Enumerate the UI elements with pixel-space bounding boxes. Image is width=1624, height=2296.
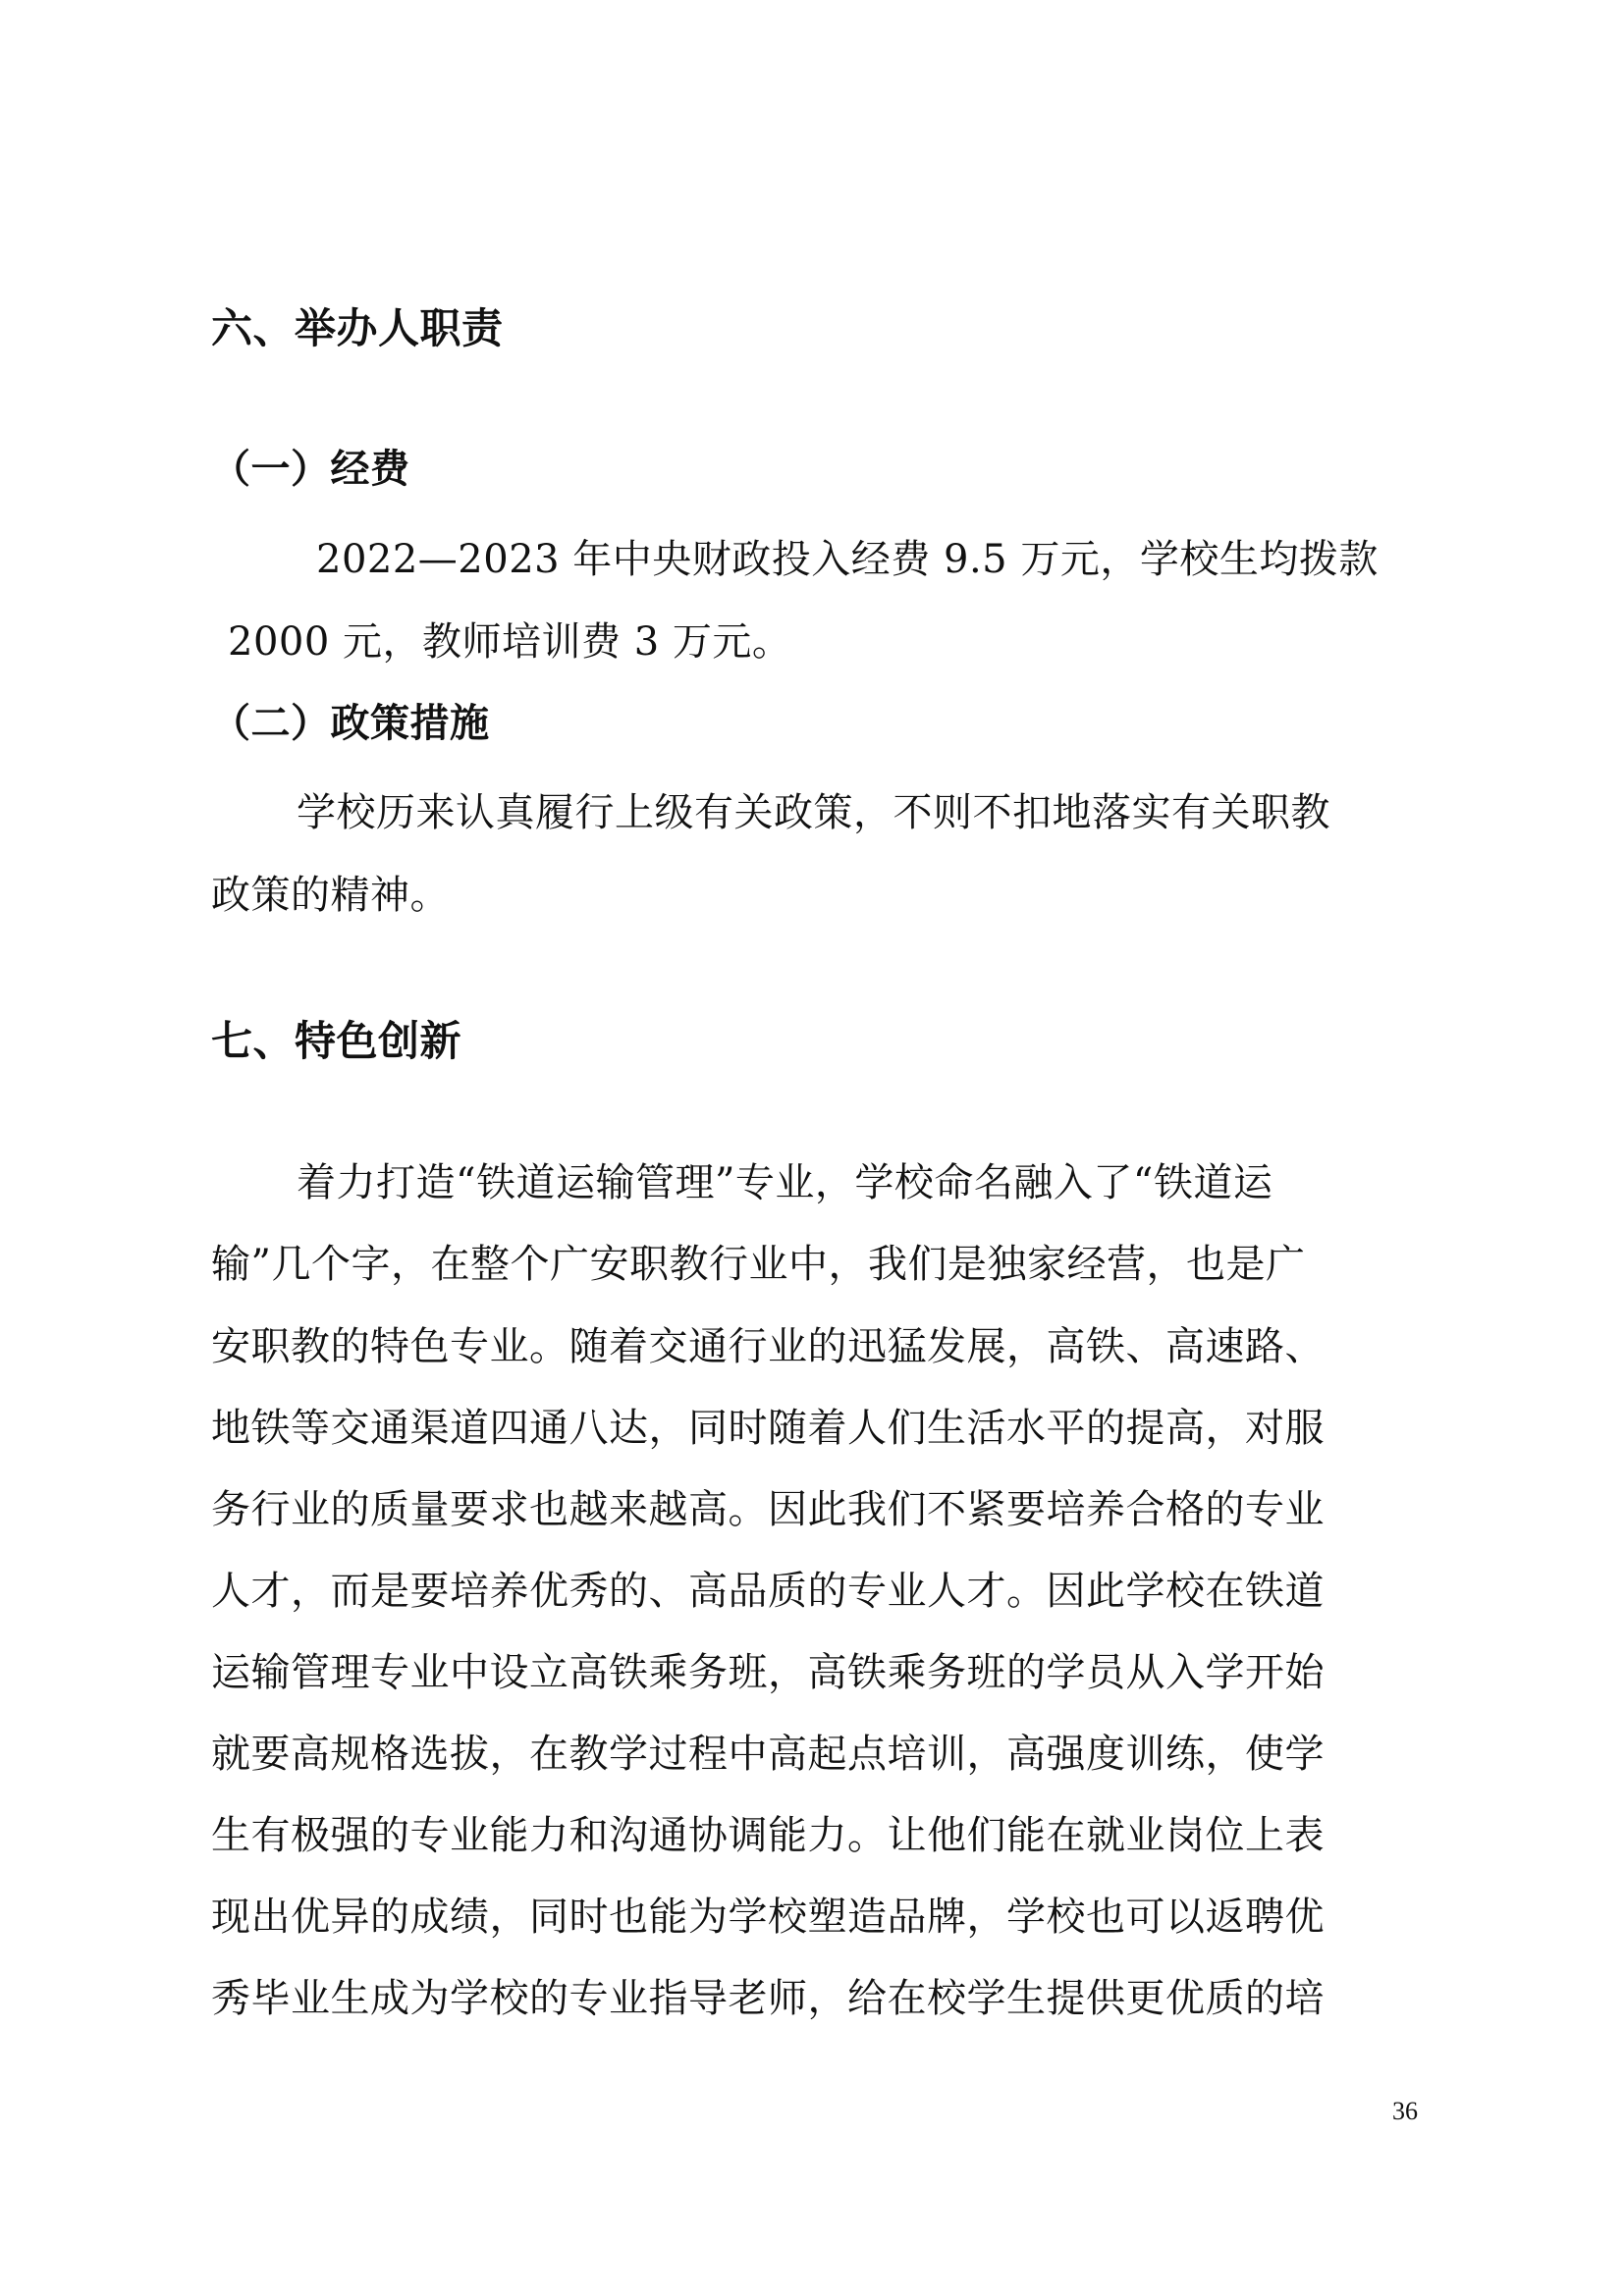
innovation-paragraph-line: 人才，而是要培养优秀的、高品质的专业人才。因此学校在铁道 [211,1569,1325,1614]
page-number: 36 [1392,2097,1418,2125]
section-6-heading: 六、举办人职责 [211,304,504,352]
innovation-paragraph-line: 着力打造“铁道运输管理”专业，学校命名融入了“铁道运 [297,1160,1273,1205]
innovation-paragraph-line: 就要高规格选拔，在教学过程中高起点培训，高强度训练，使学 [211,1732,1325,1777]
innovation-paragraph-line: 地铁等交通渠道四通八达，同时随着人们生活水平的提高，对服 [211,1406,1325,1451]
subsection-policy-heading: （二）政策措施 [211,701,490,746]
section-7-heading: 七、特色创新 [211,1017,462,1065]
innovation-paragraph-line: 现出优异的成绩，同时也能为学校塑造品牌，学校也可以返聘优 [211,1895,1325,1940]
innovation-paragraph-line: 务行业的质量要求也越来越高。因此我们不紧要培养合格的专业 [211,1487,1325,1532]
funding-paragraph-line-2: 2000 元，教师培训费 3 万元。 [228,619,792,665]
innovation-paragraph-line: 安职教的特色专业。随着交通行业的迅猛发展，高铁、高速路、 [211,1324,1325,1369]
policy-paragraph-line-1: 学校历来认真履行上级有关政策，不则不扣地落实有关职教 [297,790,1330,835]
innovation-paragraph-line: 生有极强的专业能力和沟通协调能力。让他们能在就业岗位上表 [211,1813,1325,1858]
funding-paragraph-line-1: 2022—2023 年中央财政投入经费 9.5 万元，学校生均拨款 [316,537,1379,582]
innovation-paragraph-line: 秀毕业生成为学校的专业指导老师，给在校学生提供更优质的培 [211,1976,1325,2021]
subsection-funding-heading: （一）经费 [211,447,410,492]
policy-paragraph-line-2: 政策的精神。 [211,873,450,918]
innovation-paragraph-line: 运输管理专业中设立高铁乘务班，高铁乘务班的学员从入学开始 [211,1650,1325,1695]
innovation-paragraph-line: 输”几个字，在整个广安职教行业中，我们是独家经营，也是广 [211,1242,1306,1287]
